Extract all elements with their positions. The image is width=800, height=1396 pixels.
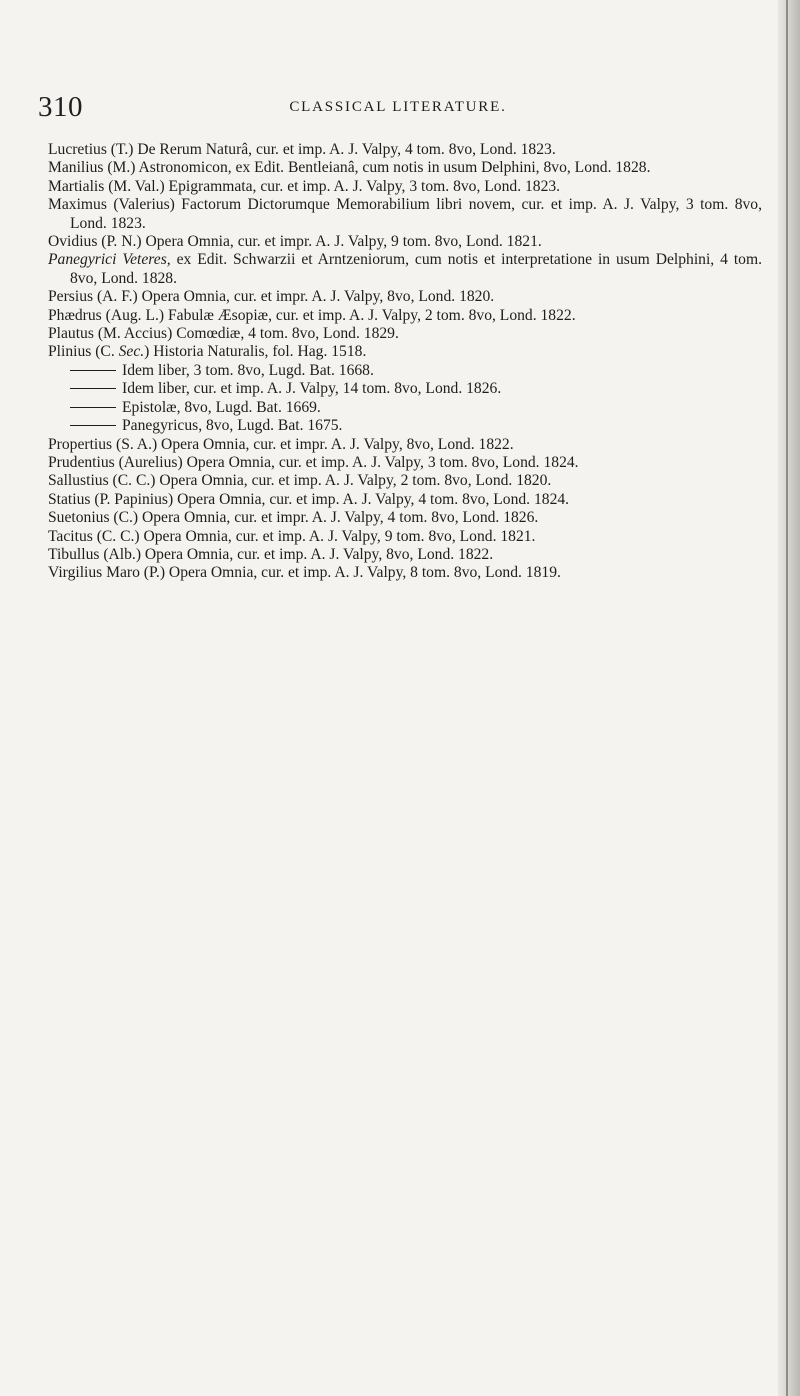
entry-suetonius: Suetonius (C.) Opera Omnia, cur. et impr. A. J. Valpy, 4 tom. 8vo, Lond. 1826. <box>48 509 539 527</box>
entry-martialis: Martialis (M. Val.) Epigrammata, cur. et imp. A. J. Valpy, 3 tom. 8vo, Lond. 1823. <box>48 177 561 195</box>
page-edge-shadow <box>778 0 800 1396</box>
entry-statius: Statius (P. Papinius) Opera Omnia, cur. et imp. A. J. Valpy, 4 tom. 8vo, Lond. 1824. <box>48 490 570 508</box>
entry-virgilius: Virgilius Maro (P.) Opera Omnia, cur. et imp. A. J. Valpy, 8 tom. 8vo, Lond. 1819. <box>48 564 561 582</box>
ditto-dash <box>70 407 116 408</box>
entry-phaedrus: Phædrus (Aug. L.) Fabulæ Æsopiæ, cur. et imp. A. J. Valpy, 2 tom. 8vo, Lond. 1822. <box>48 306 576 324</box>
entry-plautus: Plautus (M. Accius) Comœdiæ, 4 tom. 8vo, Lond. 1829. <box>48 325 399 343</box>
page-header <box>38 92 758 122</box>
entry-plinius-epistolae: Epistolæ, 8vo, Lugd. Bat. 1669. <box>48 399 762 417</box>
entry-persius: Persius (A. F.) Opera Omnia, cur. et impr. A. J. Valpy, 8vo, Lond. 1820. <box>48 288 495 306</box>
binding-line <box>786 0 788 1396</box>
bibliography-list <box>48 141 762 583</box>
entry-plinius: Plinius (C. Sec.) Historia Naturalis, fol. Hag. 1518. <box>48 343 367 361</box>
ditto-dash <box>70 388 116 389</box>
entry-tibullus: Tibullus (Alb.) Opera Omnia, cur. et imp. A. J. Valpy, 8vo, Lond. 1822. <box>48 545 494 563</box>
entry-plinius-idem-1: Idem liber, 3 tom. 8vo, Lugd. Bat. 1668. <box>48 362 762 380</box>
entry-ovidius: Ovidius (P. N.) Opera Omnia, cur. et impr. A. J. Valpy, 9 tom. 8vo, Lond. 1821. <box>48 233 542 251</box>
entry-propertius: Propertius (S. A.) Opera Omnia, cur. et impr. A. J. Valpy, 8vo, Lond. 1822. <box>48 435 514 453</box>
entry-plinius-panegyricus: Panegyricus, 8vo, Lugd. Bat. 1675. <box>48 417 762 435</box>
entry-tacitus: Tacitus (C. C.) Opera Omnia, cur. et imp. A. J. Valpy, 9 tom. 8vo, Lond. 1821. <box>48 527 536 545</box>
page-number: 310 <box>38 91 83 123</box>
entry-panegyrici: Panegyrici Veteres, ex Edit. Schwarzii et Arntzeniorum, cum notis et interpretatione in usum Delphini, 4 tom. 8vo, Lond. 1828. <box>48 251 762 287</box>
entry-sallustius: Sallustius (C. C.) Opera Omnia, cur. et imp. A. J. Valpy, 2 tom. 8vo, Lond. 1820. <box>48 472 552 490</box>
entry-title-italic: Panegyrici Veteres, <box>48 251 171 269</box>
entry-title-italic: Sec. <box>118 343 145 361</box>
entry-maximus: Maximus (Valerius) Factorum Dictorumque Memorabilium libri novem, cur. et imp. A. J. Valpy, 3 tom. 8vo, Lond. 1823. <box>48 196 762 232</box>
entry-plinius-idem-2: Idem liber, cur. et imp. A. J. Valpy, 14 tom. 8vo, Lond. 1826. <box>48 380 762 398</box>
entry-prudentius: Prudentius (Aurelius) Opera Omnia, cur. et imp. A. J. Valpy, 3 tom. 8vo, Lond. 1824. <box>48 453 579 471</box>
ditto-dash <box>70 370 116 371</box>
running-head: CLASSICAL LITERATURE. <box>289 99 507 115</box>
entry-lucretius: Lucretius (T.) De Rerum Naturâ, cur. et imp. A. J. Valpy, 4 tom. 8vo, Lond. 1823. <box>48 141 556 158</box>
entry-manilius: Manilius (M.) Astronomicon, ex Edit. Bentleianâ, cum notis in usum Delphini, 8vo, Lond. 1828. <box>48 159 651 177</box>
ditto-dash <box>70 425 116 426</box>
